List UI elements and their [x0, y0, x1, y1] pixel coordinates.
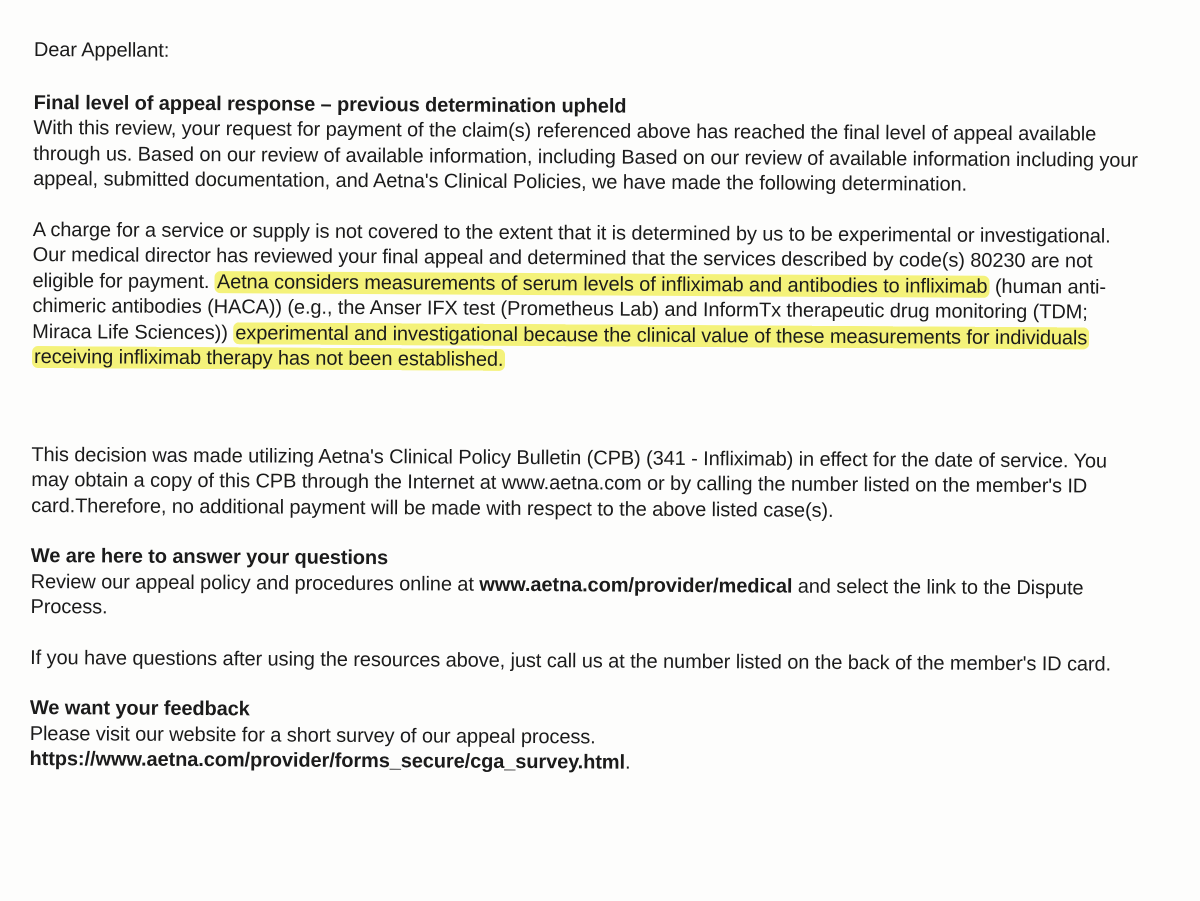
highlighted-text-experimental: experimental and investigational because the clinical value of these measurements for individuals receiving infliximab therapy has not been established. — [33, 321, 1088, 371]
section-heading-final-appeal: Final level of appeal response – previous determination upheld — [33, 91, 627, 118]
section-contact — [30, 645, 1145, 677]
survey-link-line — [30, 747, 1145, 779]
greeting: Dear Appellant: — [33, 38, 170, 62]
questions-paragraph — [30, 569, 1145, 627]
questions-text-suffix: and select the link to the Dispute Process. — [30, 575, 1084, 619]
highlighted-text-serum-levels: Aetna considers measurements of serum levels of infliximab and antibodies to infliximab — [216, 270, 988, 298]
section-cpb — [31, 442, 1146, 525]
provider-medical-link[interactable]: www.aetna.com/provider/medical — [479, 573, 793, 598]
cpb-paragraph: This decision was made utilizing Aetna's Clinical Policy Bulletin (CPB) (341 - Infliximab) in effect for the date of service. You may obtain a copy of this CPB through the Internet at www.aetna.com or by calling the number listed on the member's ID card.Therefore, no additional payment will be made with respect to the above listed case(s). — [31, 443, 1108, 522]
determination-examples: (human anti-chimeric antibodies (HACA)) (e.g., the Anser IFX test (Prometheus Lab) and InformTx therapeutic drug monitoring (TDM; Miraca Life Sciences)) — [32, 275, 1107, 344]
section-heading-questions: We are here to answer your questions — [30, 544, 389, 570]
section-questions — [30, 544, 1145, 627]
section-feedback — [30, 696, 1145, 779]
section-heading-feedback: We want your feedback — [29, 696, 250, 721]
feedback-paragraph: Please visit our website for a short survey of our appeal process. — [29, 722, 596, 748]
section-determination — [32, 217, 1148, 377]
determination-intro: A charge for a service or supply is not covered to the extent that it is determined by us to be experimental or investigational. Our medical director has reviewed your final appeal and determined that the services described by code(s) 80230 are not eligible for payment. — [32, 218, 1111, 293]
survey-link-period: . — [624, 751, 631, 774]
section-body-final-appeal: With this review, your request for payment of the claim(s) referenced above has reached the final level of appeal available through us. Based on our review of available information, including Based on our review of available information including your appeal, submitted documentation, and Aetna's Clinical Policies, we have made the following determination. — [33, 116, 1138, 196]
letter-body — [30, 38, 1149, 779]
survey-link[interactable]: https://www.aetna.com/provider/forms_secure/cga_survey.html — [29, 747, 626, 774]
contact-paragraph: If you have questions after using the resources above, just call us at the number listed on the back of the member's ID card. — [30, 646, 1112, 676]
questions-text-prefix: Review our appeal policy and procedures online at — [30, 570, 474, 596]
determination-paragraph — [32, 217, 1148, 377]
section-final-appeal — [33, 90, 1149, 199]
